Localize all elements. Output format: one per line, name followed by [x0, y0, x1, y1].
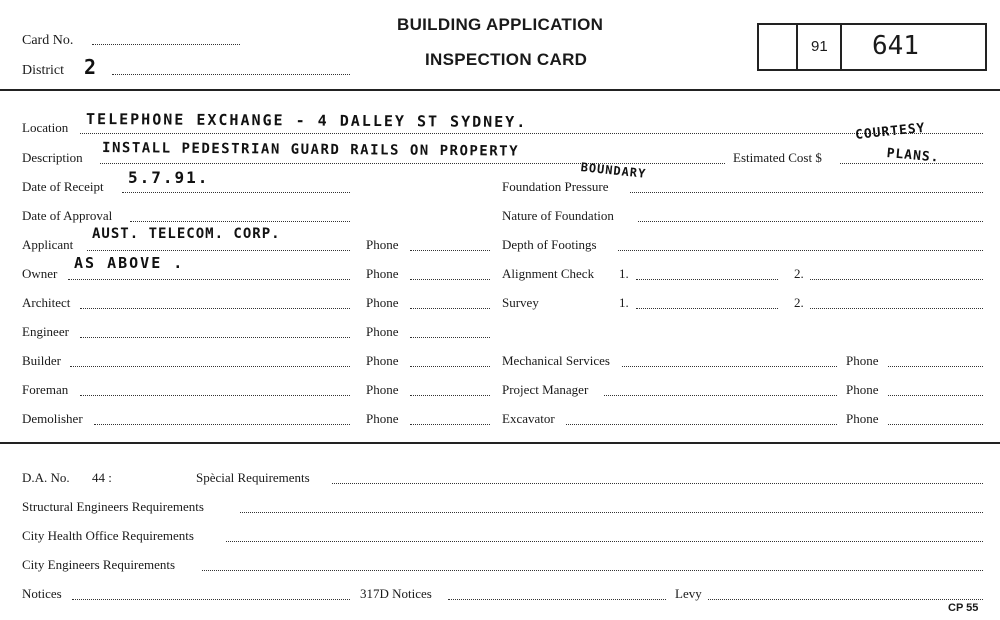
da-no-value: 44 :: [92, 470, 112, 485]
estimated-cost-value-2: PLANS.: [886, 146, 941, 166]
estimated-cost-label: Estimated Cost $: [733, 150, 822, 165]
card-no-line[interactable]: [92, 44, 240, 45]
header-divider: [0, 89, 1000, 91]
title-line-2: INSPECTION CARD: [425, 50, 588, 69]
notices-line[interactable]: [72, 599, 350, 600]
foreman-phone-label: Phone: [366, 382, 399, 397]
card-number-box: [757, 23, 987, 71]
estimated-cost-value-1: COURTESY: [854, 120, 927, 143]
applicant-value: AUST. TELECOM. CORP.: [92, 226, 281, 242]
date-of-receipt-label: Date of Receipt: [22, 179, 104, 194]
card-year: 91: [811, 38, 828, 55]
alignment-check-opt1: 1.: [619, 266, 629, 281]
builder-label: Builder: [22, 353, 61, 368]
mechanical-services-line[interactable]: [622, 366, 837, 367]
applicant-phone-line[interactable]: [410, 250, 490, 251]
description-value: INSTALL PEDESTRIAN GUARD RAILS ON PROPERTY: [102, 140, 520, 160]
date-of-receipt-line[interactable]: [122, 192, 350, 193]
owner-value: AS ABOVE .: [74, 254, 185, 272]
date-of-receipt-value: 5.7.91.: [128, 168, 210, 187]
description-label: Description: [22, 150, 83, 165]
foundation-pressure-label: Foundation Pressure: [502, 179, 609, 194]
district-value: 2: [84, 55, 99, 79]
location-value: TELEPHONE EXCHANGE - 4 DALLEY ST SYDNEY.: [86, 110, 528, 132]
structural-requirements-label: Structural Engineers Requirements: [22, 499, 204, 514]
engineer-label: Engineer: [22, 324, 69, 339]
date-of-approval-line[interactable]: [130, 221, 350, 222]
levy-line[interactable]: [708, 599, 983, 600]
foreman-label: Foreman: [22, 382, 69, 397]
architect-line[interactable]: [80, 308, 350, 309]
owner-phone-line[interactable]: [410, 279, 490, 280]
engineers-requirements-label: City Engineers Requirements: [22, 557, 176, 572]
nature-of-foundation-label: Nature of Foundation: [502, 208, 614, 223]
district-line[interactable]: [112, 74, 350, 75]
survey-line-2[interactable]: [810, 308, 983, 309]
excavator-phone-label: Phone: [846, 411, 879, 426]
demolisher-label: Demolisher: [22, 411, 83, 426]
project-manager-label: Project Manager: [502, 382, 589, 397]
alignment-check-opt2: 2.: [794, 266, 804, 281]
architect-phone-line[interactable]: [410, 308, 490, 309]
alignment-check-line-2[interactable]: [810, 279, 983, 280]
notices-317d-label: 317D Notices: [360, 586, 432, 601]
demolisher-phone-label: Phone: [366, 411, 399, 426]
levy-label: Levy: [675, 586, 702, 601]
excavator-phone-line[interactable]: [888, 424, 983, 425]
notices-317d-line[interactable]: [448, 599, 666, 600]
health-requirements-label: City Health Office Requirements: [22, 528, 194, 543]
survey-label: Survey: [502, 295, 539, 310]
foreman-phone-line[interactable]: [410, 395, 490, 396]
project-manager-line[interactable]: [604, 395, 837, 396]
mechanical-services-phone-label: Phone: [846, 353, 879, 368]
owner-phone-label: Phone: [366, 266, 399, 281]
alignment-check-label: Alignment Check: [502, 266, 595, 281]
demolisher-line[interactable]: [94, 424, 350, 425]
section-divider: [0, 442, 1000, 444]
depth-of-footings-label: Depth of Footings: [502, 237, 597, 252]
card-number: 641: [872, 31, 919, 61]
architect-phone-label: Phone: [366, 295, 399, 310]
district-label: District: [22, 63, 64, 78]
survey-opt2: 2.: [794, 295, 804, 310]
applicant-line[interactable]: [87, 250, 350, 251]
foundation-pressure-line[interactable]: [630, 192, 983, 193]
project-manager-phone-label: Phone: [846, 382, 879, 397]
description-value-line2: BOUNDARY: [580, 160, 647, 181]
engineer-phone-line[interactable]: [410, 337, 490, 338]
applicant-phone-label: Phone: [366, 237, 399, 252]
engineers-requirements-line[interactable]: [202, 570, 983, 571]
survey-line-1[interactable]: [636, 308, 778, 309]
builder-line[interactable]: [70, 366, 350, 367]
demolisher-phone-line[interactable]: [410, 424, 490, 425]
owner-line[interactable]: [68, 279, 350, 280]
architect-label: Architect: [22, 295, 71, 310]
builder-phone-label: Phone: [366, 353, 399, 368]
da-no-label: D.A. No.: [22, 470, 70, 485]
survey-opt1: 1.: [619, 295, 629, 310]
applicant-label: Applicant: [22, 237, 74, 252]
foreman-line[interactable]: [80, 395, 350, 396]
excavator-line[interactable]: [566, 424, 837, 425]
owner-label: Owner: [22, 266, 58, 281]
builder-phone-line[interactable]: [410, 366, 490, 367]
engineer-line[interactable]: [80, 337, 350, 338]
excavator-label: Excavator: [502, 411, 555, 426]
mechanical-services-phone-line[interactable]: [888, 366, 983, 367]
notices-label: Notices: [22, 586, 62, 601]
form-code: CP 55: [948, 602, 979, 614]
special-requirements-line[interactable]: [332, 483, 983, 484]
health-requirements-line[interactable]: [226, 541, 983, 542]
location-label: Location: [22, 120, 69, 135]
structural-requirements-line[interactable]: [240, 512, 983, 513]
mechanical-services-label: Mechanical Services: [502, 353, 610, 368]
nature-of-foundation-line[interactable]: [638, 221, 983, 222]
card-no-label: Card No.: [22, 33, 74, 48]
title-line-1: BUILDING APPLICATION: [397, 15, 604, 34]
date-of-approval-label: Date of Approval: [22, 208, 113, 223]
location-line[interactable]: [80, 133, 983, 134]
project-manager-phone-line[interactable]: [888, 395, 983, 396]
depth-of-footings-line[interactable]: [618, 250, 983, 251]
special-requirements-label: Spècial Requirements: [196, 470, 310, 485]
engineer-phone-label: Phone: [366, 324, 399, 339]
description-line[interactable]: [100, 163, 725, 164]
alignment-check-line-1[interactable]: [636, 279, 778, 280]
